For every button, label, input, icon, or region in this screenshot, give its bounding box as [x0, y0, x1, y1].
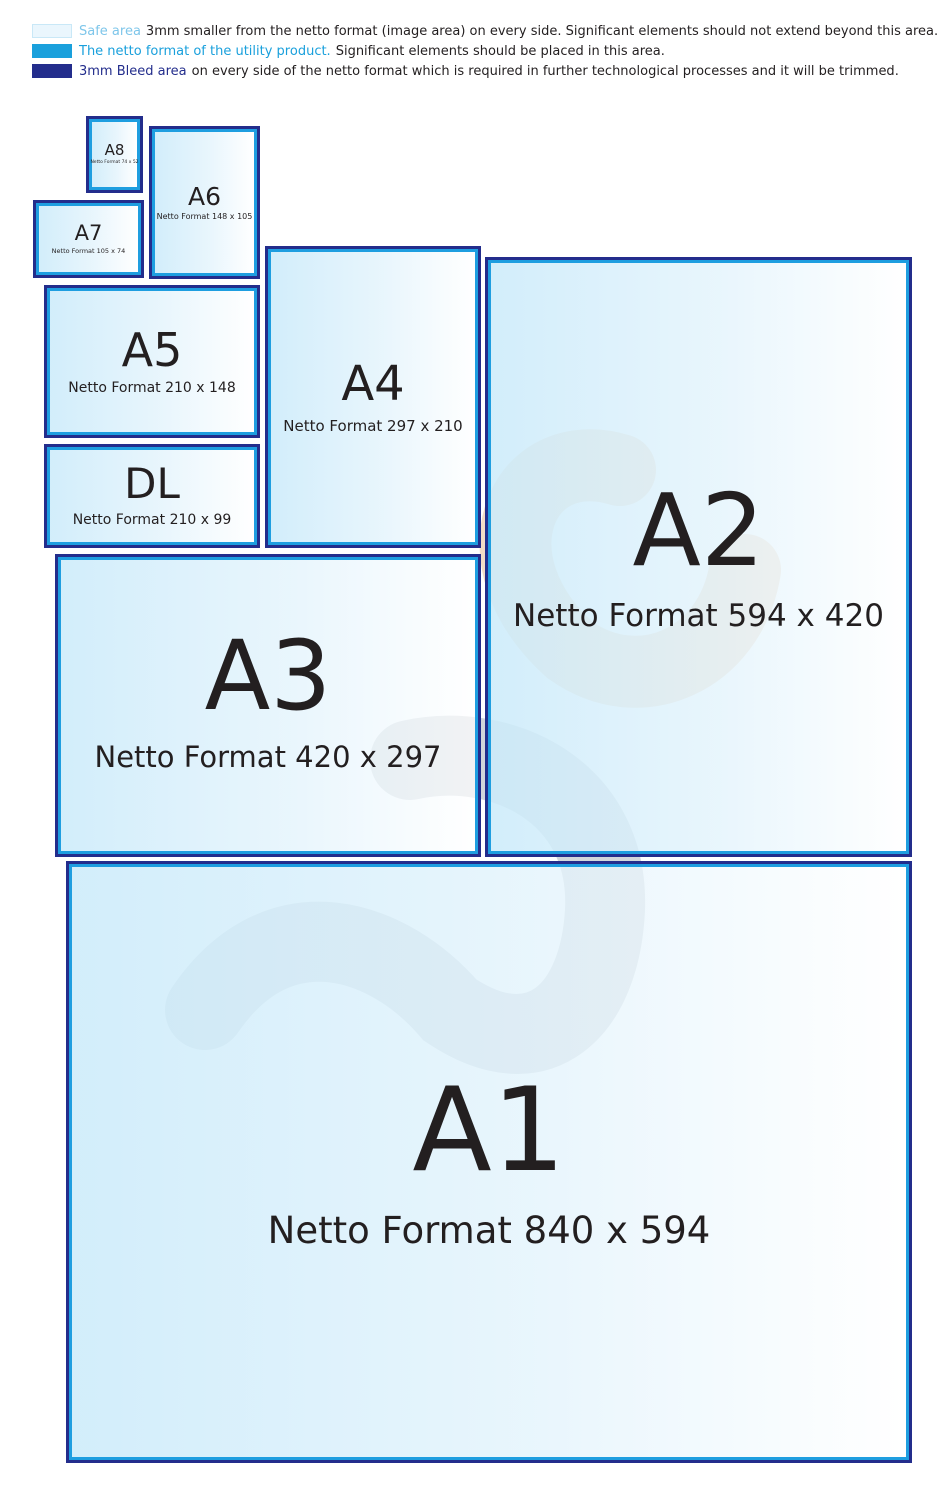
legend-description: on every side of the netto format which is required in further technological processes and it will be trimmed. — [191, 63, 899, 79]
format-a3 — [55, 554, 481, 857]
format-a6 — [149, 126, 260, 279]
format-size: Netto Format 297 x 210 — [283, 417, 463, 435]
format-name: DL — [124, 459, 180, 509]
legend-description: Significant elements should be placed in this area. — [335, 43, 665, 59]
format-a8 — [86, 116, 143, 193]
netto-area — [36, 203, 141, 275]
format-size: Netto Format 148 x 105 — [156, 212, 253, 221]
format-size: Netto Format 210 x 148 — [68, 379, 236, 396]
format-a5 — [44, 285, 260, 438]
netto-area — [89, 119, 140, 190]
format-dl — [44, 444, 260, 548]
format-name: A1 — [412, 1063, 566, 1198]
format-size: Netto Format 594 x 420 — [513, 598, 884, 634]
format-name: A7 — [74, 220, 103, 245]
format-a1 — [66, 861, 912, 1463]
format-size: Netto Format 420 x 297 — [94, 740, 442, 774]
legend-label: Safe area — [79, 23, 141, 39]
format-a4 — [265, 246, 481, 548]
format-size: Netto Format 105 x 74 — [51, 246, 126, 255]
format-name: A8 — [104, 141, 125, 160]
format-a7 — [33, 200, 144, 278]
netto-area — [47, 447, 257, 545]
netto-area — [488, 260, 909, 854]
format-name: A6 — [187, 182, 221, 211]
netto-area — [69, 864, 909, 1460]
format-name: A5 — [121, 322, 183, 377]
format-name: A3 — [204, 620, 332, 732]
legend-label: The netto format of the utility product. — [79, 43, 331, 59]
format-size: Netto Format 840 x 594 — [267, 1209, 711, 1252]
format-size: Netto Format 74 x 52 — [90, 160, 139, 166]
format-a2 — [485, 257, 912, 857]
netto-area — [152, 129, 257, 276]
netto-area — [268, 249, 478, 545]
format-name: A4 — [341, 356, 405, 412]
format-size: Netto Format 210 x 99 — [72, 512, 232, 529]
format-name: A2 — [632, 472, 765, 589]
legend-label: 3mm Bleed area — [79, 63, 187, 79]
netto-area — [58, 557, 478, 854]
legend-description: 3mm smaller from the netto format (image area) on every side. Significant elements should not extend beyond this area. — [145, 23, 939, 39]
netto-area — [47, 288, 257, 435]
